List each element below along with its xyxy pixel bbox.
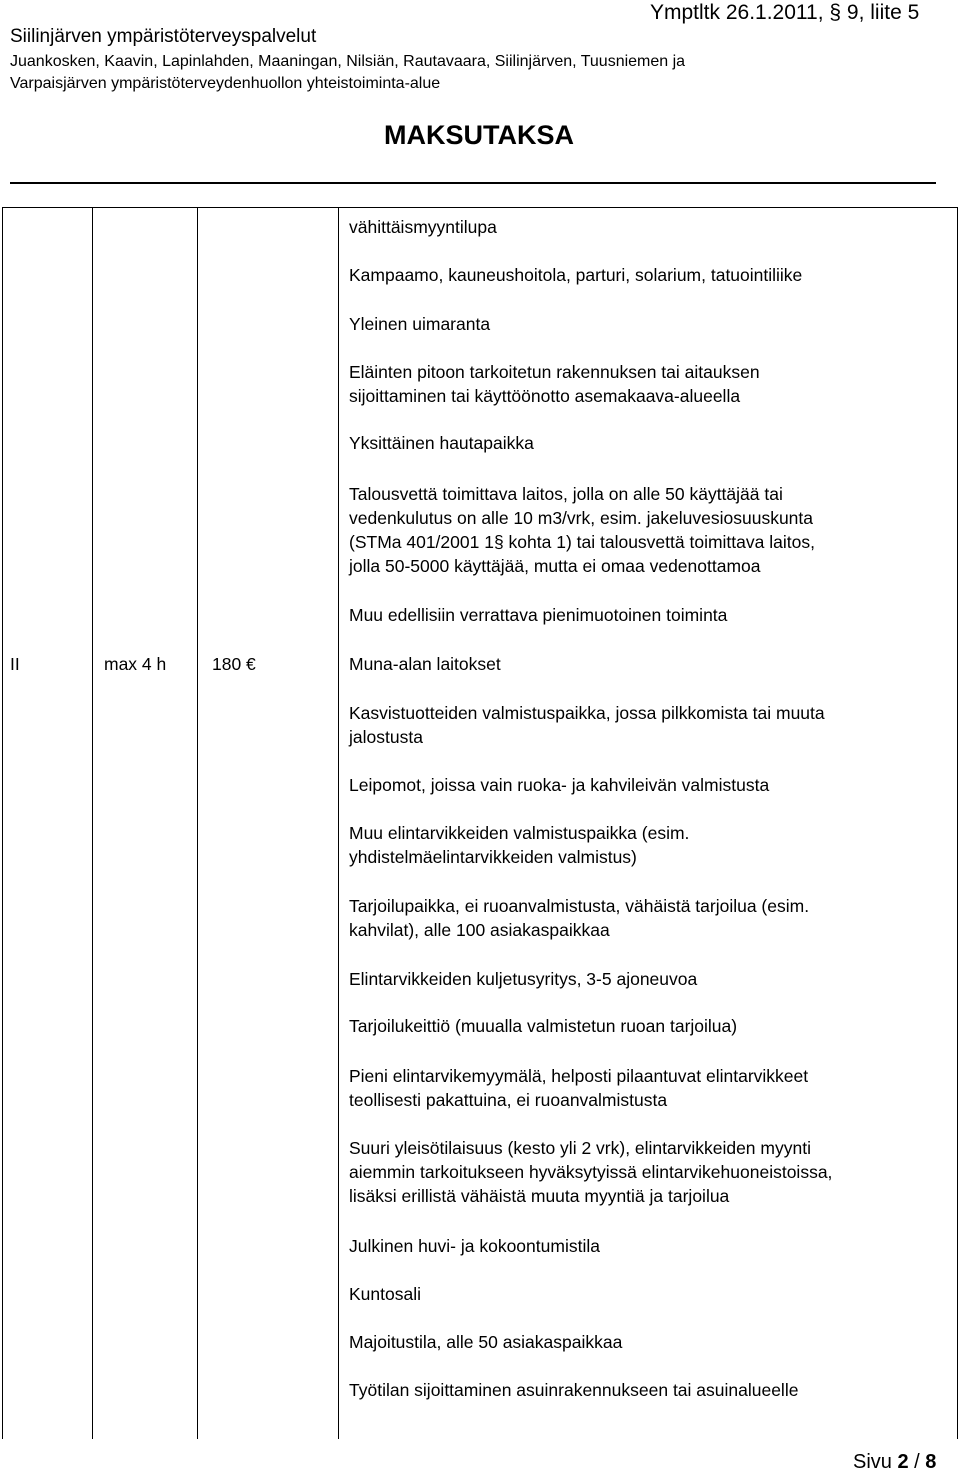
column-divider-class (92, 207, 93, 1439)
item-line: Leipomot, joissa vain ruoka- ja kahvileivän valmistusta (349, 775, 770, 795)
table-row (349, 360, 760, 408)
cooperation-area-line: Varpaisjärven ympäristöterveydenhuollon yhteistoiminta-alue (10, 75, 441, 92)
table-row (349, 894, 809, 942)
item-line: Talousvettä toimittava laitos, jolla on alle 50 käyttäjää tai (349, 484, 783, 504)
item-line: teollisesti pakattuina, ei ruoanvalmistusta (349, 1090, 668, 1110)
item-line: Kuntosali (349, 1284, 421, 1304)
table-row (349, 1330, 622, 1354)
item-line: Elintarvikkeiden kuljetusyritys, 3-5 ajoneuvoa (349, 969, 698, 989)
item-line: Kampaamo, kauneushoitola, parturi, solarium, tatuointiliike (349, 265, 803, 285)
class-label: II (10, 654, 20, 674)
item-line: jolla 50-5000 käyttäjää, mutta ei omaa vedenottamoa (349, 556, 761, 576)
item-line: lisäksi erillistä vähäistä muuta myyntiä ja tarjoilua (349, 1186, 730, 1206)
table-row (349, 773, 769, 797)
item-line: sijoittaminen tai käyttöönotto asemakaava-alueella (349, 386, 741, 406)
item-line: Pieni elintarvikemyymälä, helposti pilaantuvat elintarvikkeet (349, 1066, 809, 1086)
page-separator: / (914, 1451, 920, 1473)
item-line: aiemmin tarkoitukseen hyväksytyissä elintarvikehuoneistoissa, (349, 1162, 833, 1182)
table-row (349, 431, 534, 455)
page-total: 8 (925, 1451, 937, 1473)
table-row (349, 967, 697, 991)
table-row (349, 603, 727, 627)
table-row (349, 312, 490, 336)
page-number (853, 1451, 936, 1474)
item-line: Tarjoilukeittiö (muualla valmistetun ruoan tarjoilua) (349, 1016, 738, 1036)
item-line: Työtilan sijoittaminen asuinrakennukseen tai asuinalueelle (349, 1380, 799, 1400)
item-line: Muu elintarvikkeiden valmistuspaikka (esim. (349, 823, 690, 843)
table-row (349, 701, 825, 749)
item-line: jalostusta (349, 727, 423, 747)
table-row (349, 1136, 832, 1208)
item-line: Muu edellisiin verrattava pienimuotoinen toiminta (349, 605, 728, 625)
table-row (349, 652, 501, 676)
item-line: vedenkulutus on alle 10 m3/vrk, esim. jakeluvesiosuuskunta (349, 508, 813, 528)
item-line: (STMa 401/2001 1§ kohta 1) tai talousvettä toimittava laitos, (349, 532, 815, 552)
item-line: Julkinen huvi- ja kokoontumistila (349, 1236, 600, 1256)
fee-value: 180 € (212, 654, 256, 674)
column-divider-duration (197, 207, 198, 1439)
item-line: Yksittäinen hautapaikka (349, 433, 534, 453)
municipalities-line: Juankosken, Kaavin, Lapinlahden, Maaningan, Nilsiän, Rautavaara, Siilinjärven, Tuusniemen ja (10, 53, 686, 70)
item-line: vähittäismyyntilupa (349, 217, 497, 237)
item-line: Tarjoilupaikka, ei ruoanvalmistusta, vähäistä tarjoilua (esim. (349, 896, 810, 916)
table-row (349, 1014, 737, 1038)
table-row (349, 821, 689, 869)
item-line: Eläinten pitoon tarkoitetun rakennuksen tai aitauksen (349, 362, 760, 382)
document-title: MAKSUTAKSA (384, 120, 574, 150)
duration-value: max 4 h (104, 654, 167, 674)
table-row (349, 263, 802, 287)
header-divider (10, 182, 936, 184)
item-line: Yleinen uimaranta (349, 314, 491, 334)
document-reference: Ymptltk 26.1.2011, § 9, liite 5 (650, 1, 920, 24)
table-row (349, 1234, 600, 1258)
item-line: yhdistelmäelintarvikkeiden valmistus) (349, 847, 637, 867)
item-line: Suuri yleisötilaisuus (kesto yli 2 vrk), elintarvikkeiden myynti (349, 1138, 811, 1158)
table-row (349, 1282, 421, 1306)
table-row (349, 1064, 808, 1112)
item-line: Muna-alan laitokset (349, 654, 501, 674)
table-row (349, 1378, 798, 1402)
page-label: Sivu (853, 1451, 892, 1473)
organization-name: Siilinjärven ympäristöterveyspalvelut (10, 26, 317, 47)
table-row (349, 215, 497, 239)
item-line: Kasvistuotteiden valmistuspaikka, jossa pilkkomista tai muuta (349, 703, 825, 723)
table-row (349, 482, 815, 578)
item-line: Majoitustila, alle 50 asiakaspaikkaa (349, 1332, 623, 1352)
column-divider-fee (338, 207, 339, 1439)
item-line: kahvilat), alle 100 asiakaspaikkaa (349, 920, 610, 940)
page-current: 2 (897, 1451, 909, 1473)
